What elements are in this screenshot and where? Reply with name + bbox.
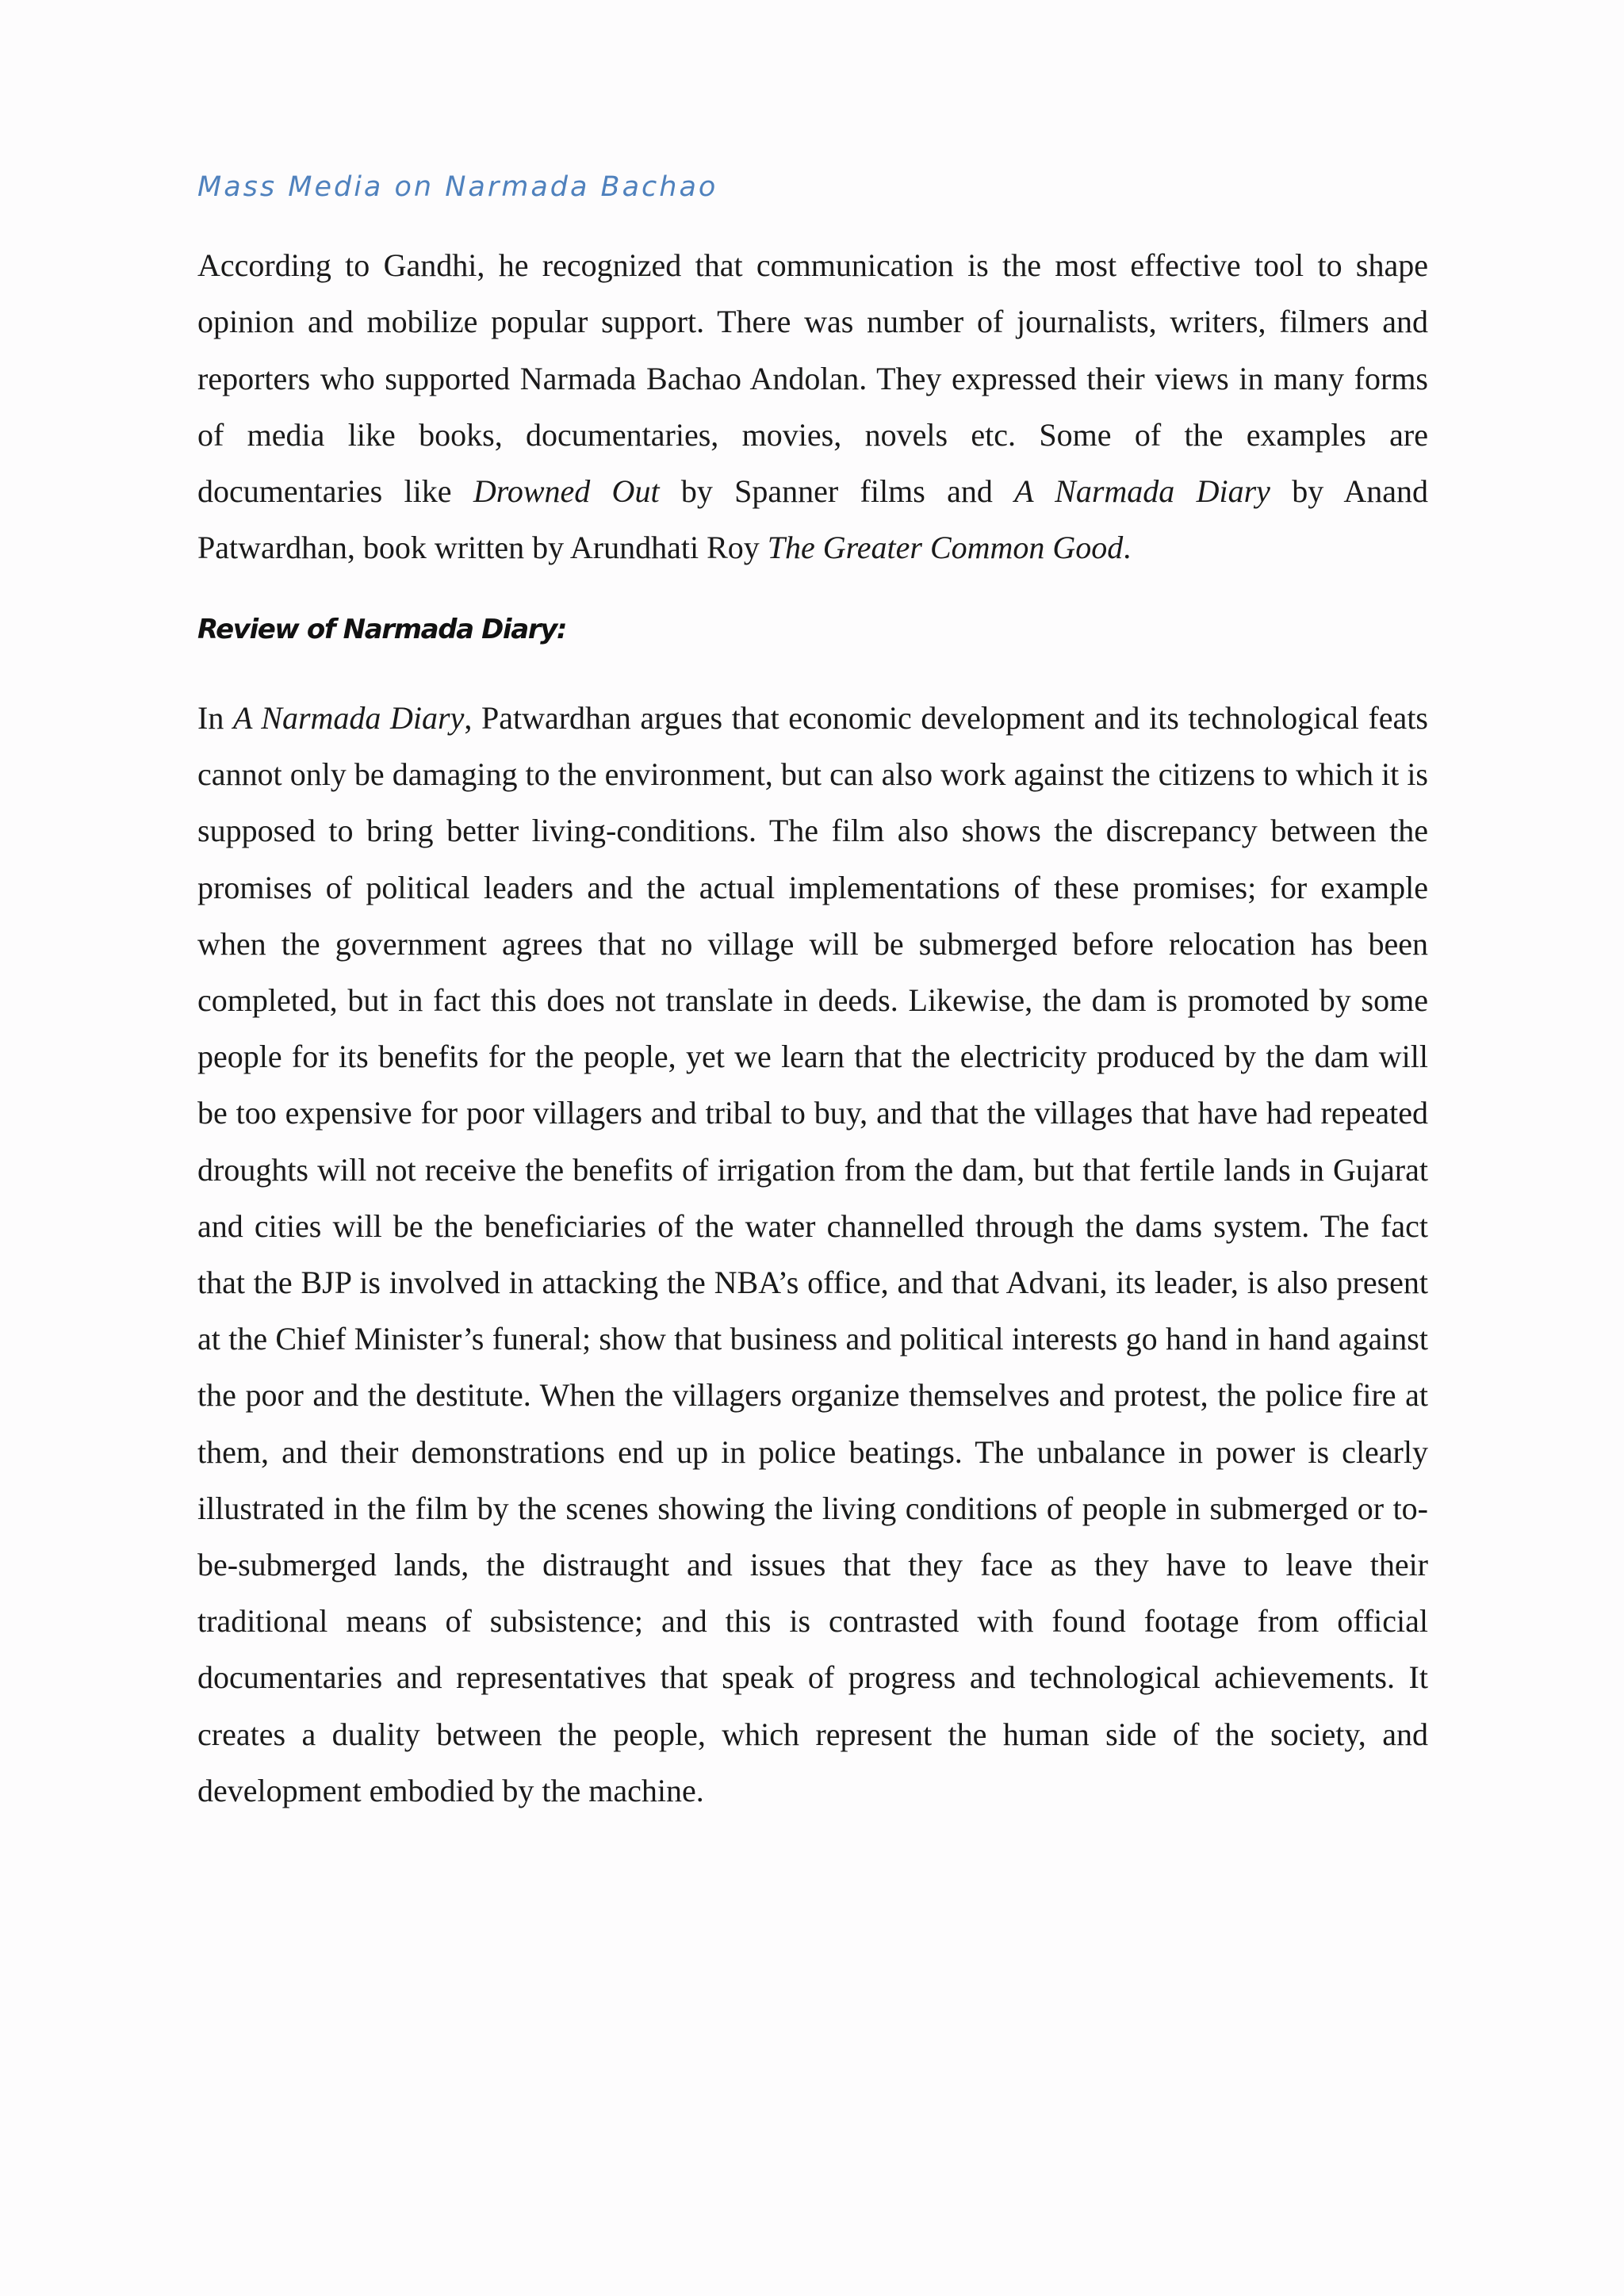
film-title-drowned-out: Drowned Out (473, 473, 660, 510)
section-heading: Mass Media on Narmada Bachao (197, 171, 718, 203)
intro-text-2: by Spanner films and (659, 473, 1015, 510)
intro-paragraph (197, 237, 1428, 576)
intro-text-4: . (1123, 530, 1132, 566)
review-lead: In (197, 700, 233, 736)
review-film-title: A Narmada Diary (232, 700, 465, 736)
book-title-greater-common-good: The Greater Common Good (767, 530, 1124, 566)
review-text: , Patwardhan argues that economic development and its technological feats cannot only be damaging to the environment, but can also work against the citizens to which it is supposed to bring better living-conditions. The film also shows the discrepancy between the promises of political leaders and the actual implementations of these promises; for example when the government agrees that no village will be submerged before relocation has been completed, but in fact this does not translate in deeds. Likewise, the dam is promoted by some people for its benefits for the people, yet we learn that the electricity produced by the dam will be too expensive for poor villagers and tribal to buy, and that the villages that have had repeated droughts will not receive the benefits of irrigation from the dam, but that fertile lands in Gujarat and cities will be the beneficiaries of the water channelled through the dams system. The fact that the BJP is involved in attacking the NBA’s office, and that Advani, its leader, is also present at the Chief Minister’s funeral; show that business and political interests go hand in hand against the poor and the destitute. When the villagers organize themselves and protest, the police fire at them, and their demonstrations end up in police beatings. The unbalance in power is clearly illustrated in the film by the scenes showing the living conditions of people in submerged or to-be-submerged lands, the distraught and issues that they face as they have to leave their traditional means of subsistence; and this is contrasted with found footage from official documentaries and representatives that speak of progress and technological achievements. It creates a duality between the people, which represent the human side of the society, and development embodied by the machine. (197, 700, 1428, 1808)
review-paragraph (197, 690, 1428, 1819)
intro-text-1: According to Gandhi, he recognized that communication is the most effective tool to shape opinion and mobilize popular support. There was number of journalists, writers, filmers and reporters who supported Narmada Bachao Andolan. They expressed their views in many forms of media like books, documentaries, movies, novels etc. Some of the examples are documentaries like (197, 247, 1428, 510)
intro-text-3: by Anand Patwardhan, book written by Arundhati Roy (197, 473, 1428, 566)
film-title-narmada-diary: A Narmada Diary (1014, 473, 1270, 510)
document-page (197, 0, 1428, 2296)
review-heading: Review of Narmada Diary: (197, 614, 567, 645)
